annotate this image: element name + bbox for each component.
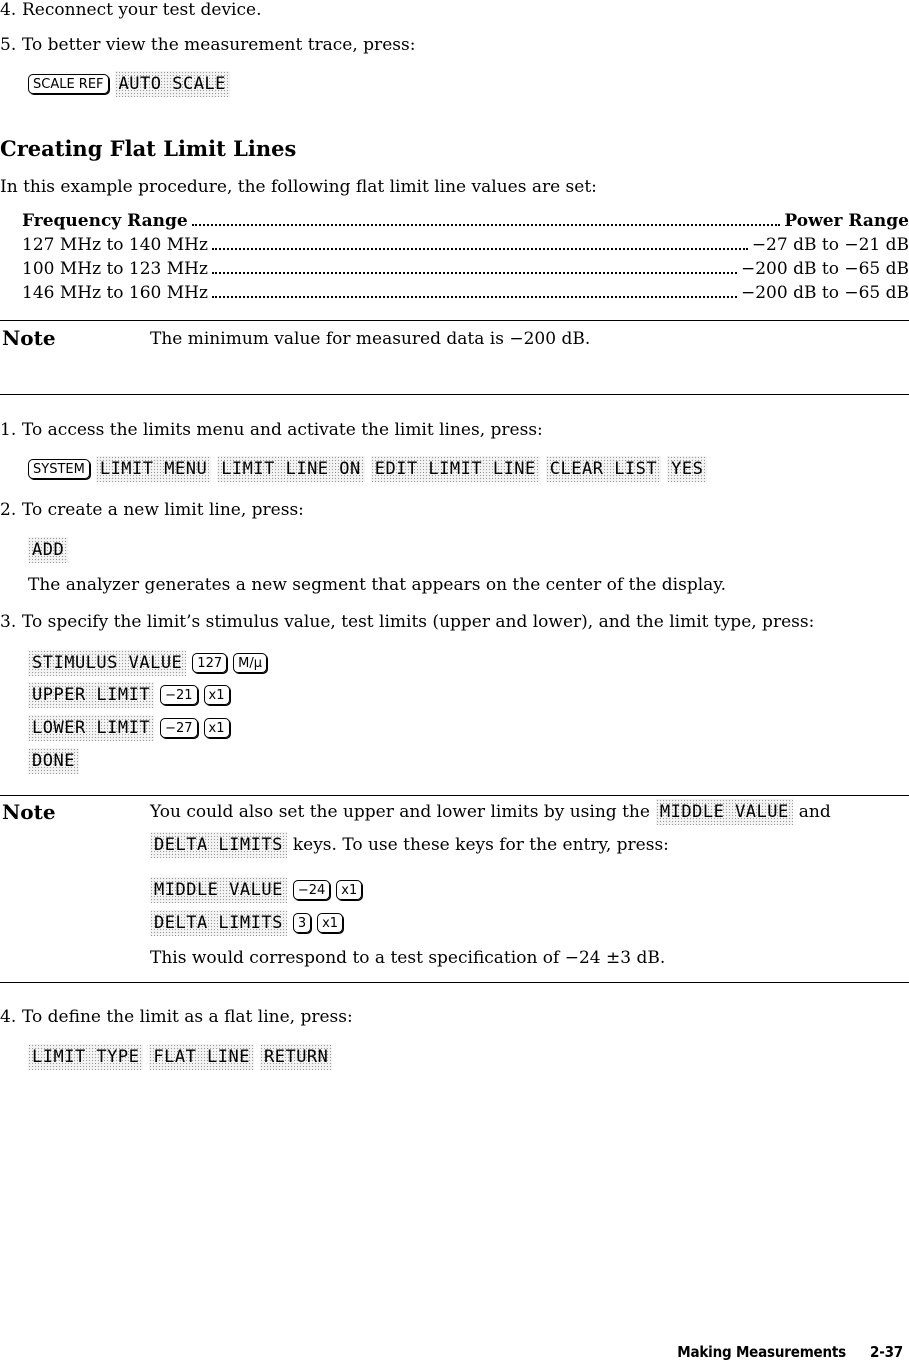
step-number: 1. [0,420,17,440]
note-top-rule [0,320,909,321]
power-cell: −27 dB to −21 dB [751,235,909,255]
key-127[interactable]: 127 [192,653,227,673]
key-minus-24[interactable]: −24 [293,880,330,900]
note-entry-2 [150,910,343,936]
middle-value-softkey[interactable]: MIDDLE VALUE [150,877,287,903]
note-text: and [798,802,831,822]
done-softkey[interactable]: DONE [28,748,79,774]
step-2-keys [28,537,68,563]
note-label: Note [2,800,56,824]
step-text: To create a new limit line, press: [22,500,304,520]
step-text: To define the limit as a flat line, press: [22,1007,353,1027]
step-number: 2. [0,500,17,520]
step-5-view-trace [0,35,415,55]
system-key[interactable]: SYSTEM [28,459,90,479]
step-text: Reconnect your test device. [22,0,262,20]
table-row [22,283,909,303]
upper-limit-softkey[interactable]: UPPER LIMIT [28,682,154,708]
step-3-line-done [28,748,79,774]
key-3[interactable]: 3 [293,913,311,933]
dot-leader [212,296,737,298]
note-closing-text: This would correspond to a test specification of −24 ±3 dB. [150,948,666,968]
page-number: 2-37 [870,1343,903,1361]
lower-limit-softkey[interactable]: LOWER LIMIT [28,715,154,741]
power-cell: −200 dB to −65 dB [741,283,909,303]
middle-value-softkey[interactable]: MIDDLE VALUE [656,799,793,825]
step-number: 4. [0,1007,17,1027]
stimulus-value-softkey[interactable]: STIMULUS VALUE [28,650,186,676]
add-softkey[interactable]: ADD [28,537,68,563]
edit-limit-line-softkey[interactable]: EDIT LIMIT LINE [371,456,540,482]
step-4-keys [28,1044,332,1070]
note-text: keys. To use these keys for the entry, press: [292,835,669,855]
note-text: You could also set the upper and lower limits by using the [150,802,650,822]
key-x1[interactable]: x1 [317,913,343,933]
clear-list-softkey[interactable]: CLEAR LIST [546,456,661,482]
step-4-reconnect [0,0,261,20]
dot-leader [212,248,748,250]
limit-menu-softkey[interactable]: LIMIT MENU [96,456,211,482]
step-3-line-stimulus [28,650,267,676]
step-number: 4. [0,0,17,20]
dot-leader [212,272,737,274]
key-minus-21[interactable]: −21 [160,685,197,705]
step-text: To specify the limit’s stimulus value, test limits (upper and lower), and the limit type, press: [22,612,815,632]
delta-limits-softkey[interactable]: DELTA LIMITS [150,910,287,936]
step-5-keys [28,71,230,97]
step-3-line-lower [28,715,230,741]
frequency-range-header: Frequency Range [22,211,188,231]
key-m-micro[interactable]: M/μ [233,653,267,673]
step-number: 3. [0,612,17,632]
step-1-access-limits [0,420,543,440]
frequency-cell: 146 MHz to 160 MHz [22,283,208,303]
key-x1[interactable]: x1 [336,880,362,900]
yes-softkey[interactable]: YES [667,456,707,482]
table-row [22,259,909,279]
section-title: Creating Flat Limit Lines [0,136,297,161]
key-x1[interactable]: x1 [204,718,230,738]
note-line-1 [150,799,831,825]
footer-section-title: Making Measurements [677,1343,847,1361]
auto-scale-softkey[interactable]: AUTO SCALE [115,71,230,97]
note-text: The minimum value for measured data is −200 dB. [150,329,591,349]
step-2-create-limit [0,500,304,520]
limit-line-on-softkey[interactable]: LIMIT LINE ON [217,456,365,482]
frequency-cell: 127 MHz to 140 MHz [22,235,208,255]
power-cell: −200 dB to −65 dB [741,259,909,279]
limit-type-softkey[interactable]: LIMIT TYPE [28,1044,143,1070]
return-softkey[interactable]: RETURN [260,1044,332,1070]
scale-ref-key[interactable]: SCALE REF [28,74,109,94]
step-text: To access the limits menu and activate the limit lines, press: [22,420,543,440]
step-2-result: The analyzer generates a new segment that appears on the center of the display. [28,575,727,595]
table-row [22,235,909,255]
step-3-specify-limits [0,612,814,632]
step-4-flat-line [0,1007,353,1027]
note-entry-1 [150,877,362,903]
dot-leader [192,224,781,226]
note-label: Note [2,326,56,350]
flat-line-softkey[interactable]: FLAT LINE [149,1044,254,1070]
intro-paragraph: In this example procedure, the following flat limit line values are set: [0,177,597,197]
page-footer [677,1343,903,1361]
step-1-keys [28,456,707,482]
note-line-2 [150,832,669,858]
power-range-header: Power Range [784,211,909,231]
step-text: To better view the measurement trace, press: [22,35,416,55]
note-bottom-rule [0,394,909,395]
delta-limits-softkey[interactable]: DELTA LIMITS [150,832,287,858]
step-3-line-upper [28,682,230,708]
frequency-cell: 100 MHz to 123 MHz [22,259,208,279]
step-number: 5. [0,35,17,55]
key-minus-27[interactable]: −27 [160,718,197,738]
note-top-rule [0,795,909,796]
note-bottom-rule [0,982,909,983]
table-header [22,211,909,231]
key-x1[interactable]: x1 [204,685,230,705]
